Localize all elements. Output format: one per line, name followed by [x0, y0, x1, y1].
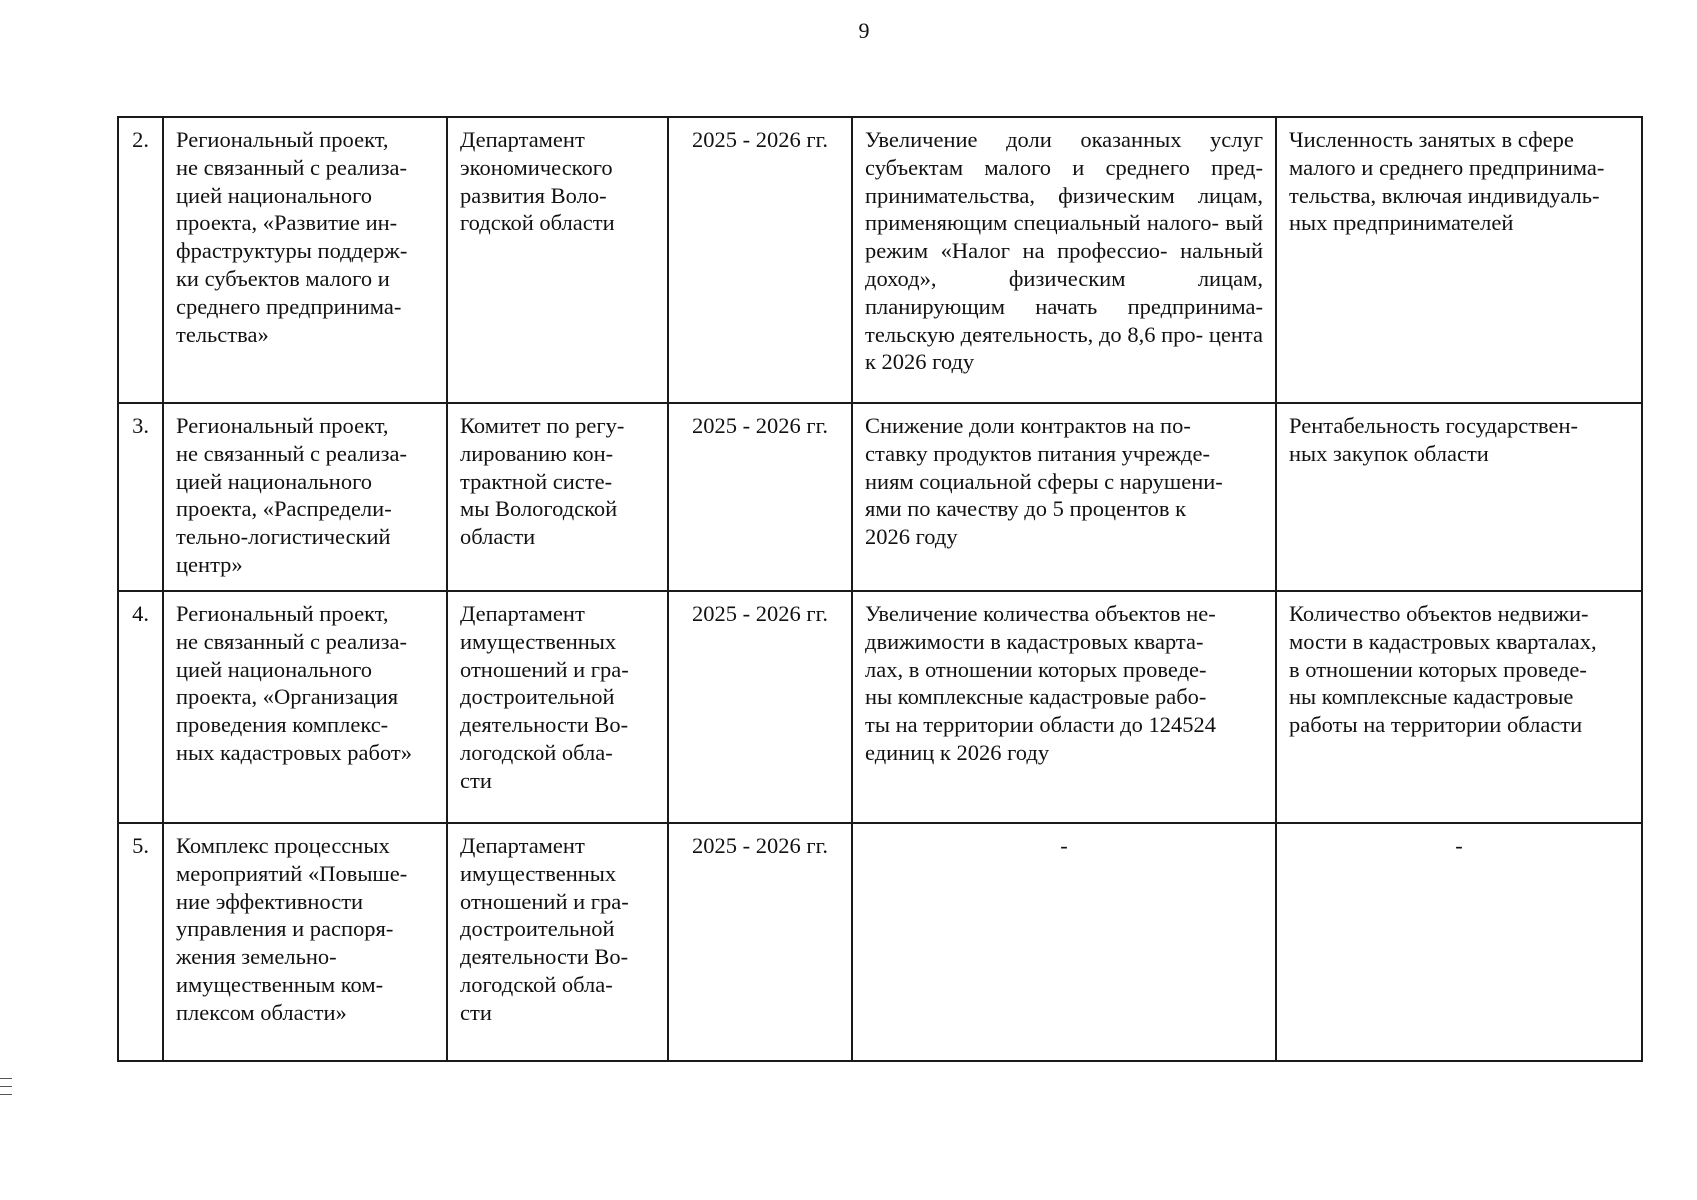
responsible-body: Департамент имущественных отношений и гра- достроительной деятельности Во- логодской обла- сти — [460, 833, 629, 1025]
row-number: 4. — [118, 591, 163, 823]
responsible-body: Департамент имущественных отношений и гра- достроительной деятельности Во- логодской обла- сти — [460, 601, 629, 793]
expected-result: Снижение доли контрактов на по- ставку продуктов питания учрежде- ниям социальной сферы с нарушени- ями по качеству до 5 процентов к 2026 году — [865, 413, 1223, 550]
indicator: Численность занятых в сфере малого и среднего предпринима- тельства, включая индивидуаль- ных предпринимателей — [1289, 127, 1605, 236]
implementation-period: 2025 - 2026 гг. — [668, 591, 852, 823]
implementation-period: 2025 - 2026 гг. — [668, 403, 852, 591]
indicator: - — [1276, 823, 1642, 1061]
table-row — [118, 591, 1642, 823]
expected-result: Увеличение доли оказанных услуг субъектам малого и среднего пред- принимательства, физическим лицам, применяющим специальный налого- вый режим «Налог на профессио- нальный доход», физическим лицам, планирующим начать предпринима- тельскую деятельность, до 8,6 про- цента к 2026 году — [852, 117, 1276, 403]
row-number: 5. — [118, 823, 163, 1061]
expected-result: - — [852, 823, 1276, 1061]
row-number: 3. — [118, 403, 163, 591]
expected-result: Увеличение количества объектов не- движимости в кадастровых кварта- лах, в отношении которых проведе- ны комплексные кадастровые рабо- ты на территории области до 124524 единиц к 2026 году — [865, 601, 1216, 765]
implementation-period: 2025 - 2026 гг. — [668, 823, 852, 1061]
margin-binding-mark — [0, 1078, 12, 1102]
page-number: 9 — [858, 18, 870, 43]
project-name: Комплекс процессных мероприятий «Повыше- ние эффективности управления и распоря- жения земельно- имущественным ком- плексом области» — [176, 833, 408, 1025]
responsible-body: Комитет по регу- лированию кон- трактной систе- мы Вологодской области — [460, 413, 625, 550]
project-name: Региональный проект, не связанный с реализа- цией национального проекта, «Развитие ин- фраструктуры поддерж- ки субъектов малого и среднего предпринима- тельства» — [176, 127, 408, 347]
indicator: Количество объектов недвижи- мости в кадастровых кварталах, в отношении которых проведе- ны комплексные кадастровые работы на территории области — [1289, 601, 1597, 738]
table-row — [118, 823, 1642, 1061]
row-number: 2. — [118, 117, 163, 403]
project-name: Региональный проект, не связанный с реализа- цией национального проекта, «Организация проведения комплекс- ных кадастровых работ» — [176, 601, 412, 765]
structure-table — [117, 116, 1643, 1062]
project-name: Региональный проект, не связанный с реализа- цией национального проекта, «Распредели- тельно-логистический центр» — [176, 413, 407, 577]
implementation-period: 2025 - 2026 гг. — [668, 117, 852, 403]
table-row — [118, 117, 1642, 403]
indicator: Рентабельность государствен- ных закупок области — [1289, 413, 1579, 466]
table-row — [118, 403, 1642, 591]
responsible-body: Департамент экономического развития Воло- годской области — [460, 127, 615, 236]
